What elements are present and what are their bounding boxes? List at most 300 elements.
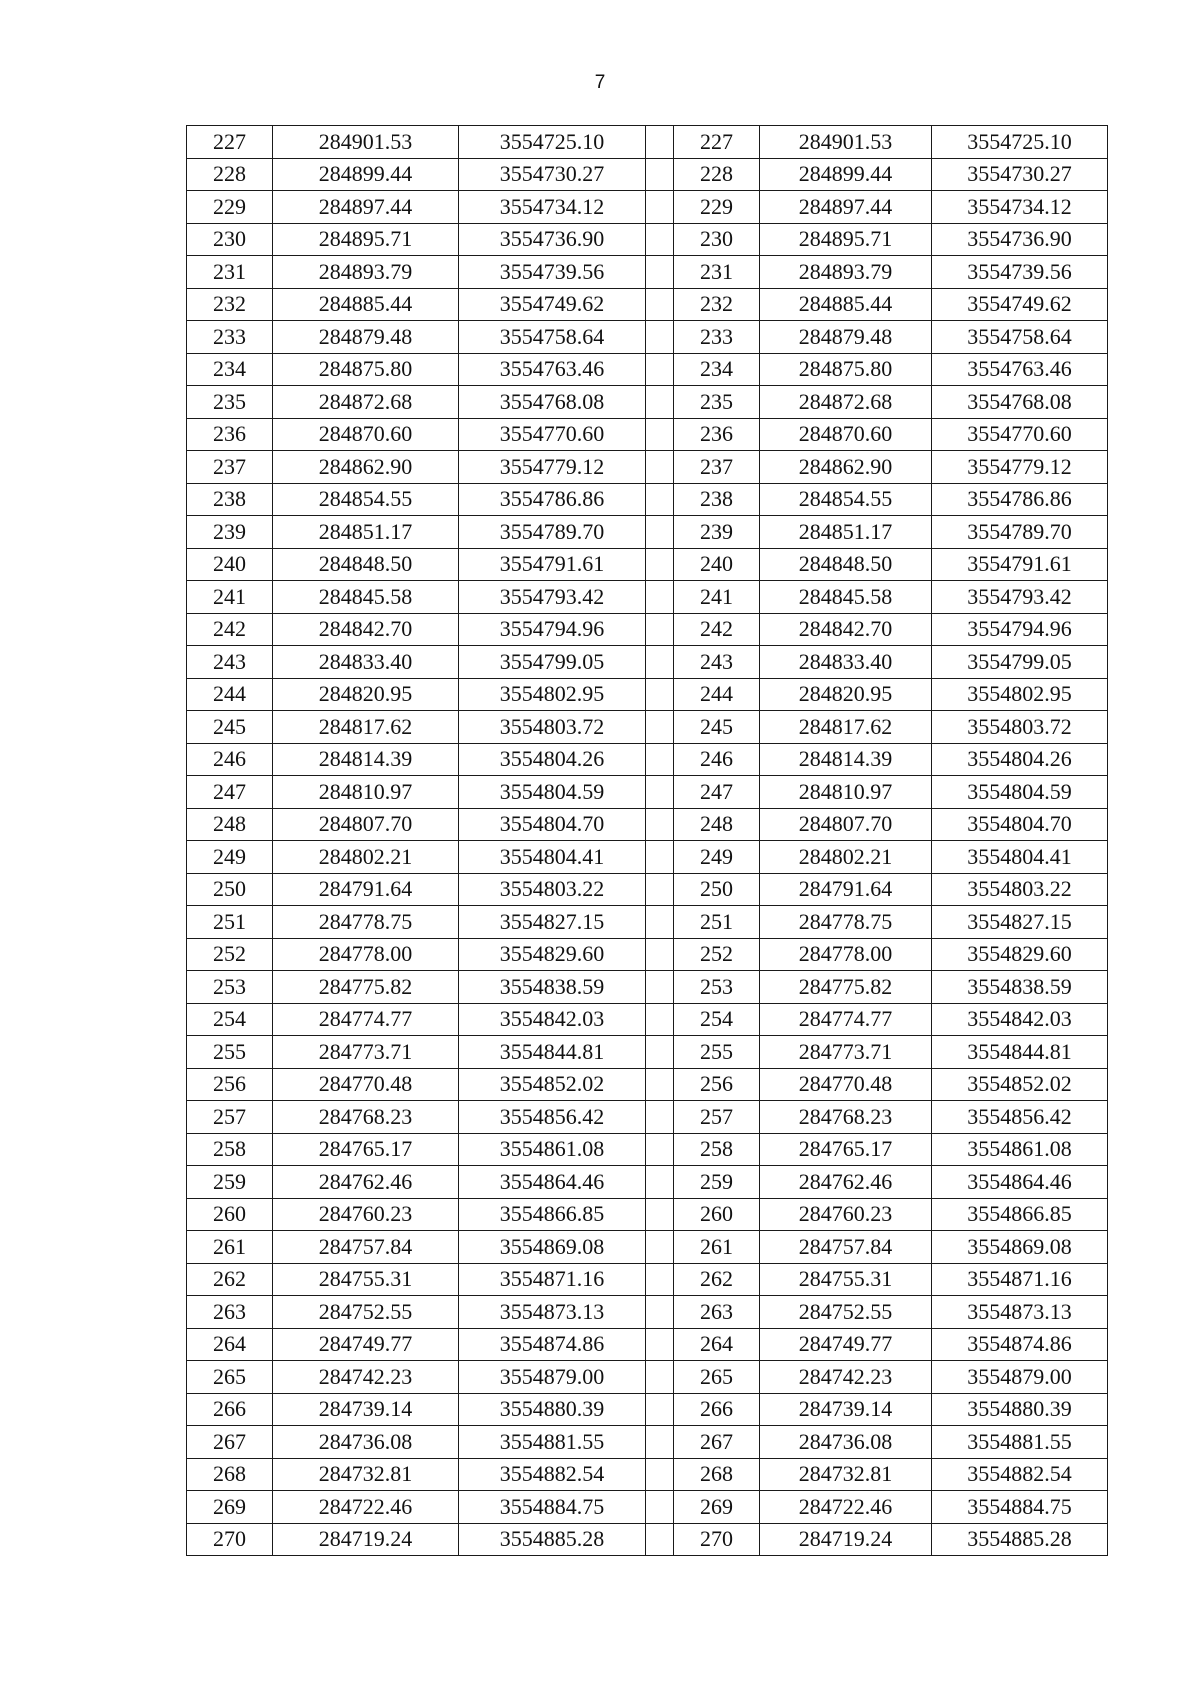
- right-point-number-cell: 259: [674, 1166, 760, 1199]
- table-row: [187, 1198, 1108, 1231]
- right-x-coordinate-cell: 284749.77: [760, 1328, 932, 1361]
- right-point-number-cell: 231: [674, 256, 760, 289]
- right-point-number-cell: 227: [674, 126, 760, 159]
- left-y-coordinate-cell: 3554739.56: [459, 256, 646, 289]
- left-x-coordinate-cell: 284719.24: [273, 1523, 459, 1556]
- table-row: [187, 1231, 1108, 1264]
- separator-cell: [646, 126, 674, 159]
- separator-cell: [646, 516, 674, 549]
- left-x-coordinate-cell: 284768.23: [273, 1101, 459, 1134]
- left-y-coordinate-cell: 3554838.59: [459, 971, 646, 1004]
- left-y-coordinate-cell: 3554794.96: [459, 613, 646, 646]
- separator-cell: [646, 678, 674, 711]
- right-point-number-cell: 256: [674, 1068, 760, 1101]
- left-y-coordinate-cell: 3554881.55: [459, 1426, 646, 1459]
- table-row: [187, 1393, 1108, 1426]
- right-y-coordinate-cell: 3554768.08: [932, 386, 1108, 419]
- table-row: [187, 646, 1108, 679]
- separator-cell: [646, 873, 674, 906]
- table-row: [187, 971, 1108, 1004]
- right-y-coordinate-cell: 3554779.12: [932, 451, 1108, 484]
- right-point-number-cell: 266: [674, 1393, 760, 1426]
- separator-cell: [646, 288, 674, 321]
- right-y-coordinate-cell: 3554804.59: [932, 776, 1108, 809]
- left-point-number-cell: 257: [187, 1101, 273, 1134]
- left-point-number-cell: 233: [187, 321, 273, 354]
- right-x-coordinate-cell: 284732.81: [760, 1458, 932, 1491]
- right-y-coordinate-cell: 3554852.02: [932, 1068, 1108, 1101]
- left-point-number-cell: 269: [187, 1491, 273, 1524]
- right-y-coordinate-cell: 3554758.64: [932, 321, 1108, 354]
- separator-cell: [646, 1328, 674, 1361]
- right-point-number-cell: 232: [674, 288, 760, 321]
- left-point-number-cell: 259: [187, 1166, 273, 1199]
- left-point-number-cell: 237: [187, 451, 273, 484]
- right-x-coordinate-cell: 284879.48: [760, 321, 932, 354]
- table-row: [187, 353, 1108, 386]
- left-x-coordinate-cell: 284833.40: [273, 646, 459, 679]
- left-y-coordinate-cell: 3554803.72: [459, 711, 646, 744]
- right-point-number-cell: 254: [674, 1003, 760, 1036]
- left-x-coordinate-cell: 284757.84: [273, 1231, 459, 1264]
- left-y-coordinate-cell: 3554873.13: [459, 1296, 646, 1329]
- left-y-coordinate-cell: 3554827.15: [459, 906, 646, 939]
- left-y-coordinate-cell: 3554763.46: [459, 353, 646, 386]
- left-y-coordinate-cell: 3554856.42: [459, 1101, 646, 1134]
- left-point-number-cell: 255: [187, 1036, 273, 1069]
- right-point-number-cell: 236: [674, 418, 760, 451]
- left-x-coordinate-cell: 284778.75: [273, 906, 459, 939]
- left-y-coordinate-cell: 3554864.46: [459, 1166, 646, 1199]
- right-x-coordinate-cell: 284833.40: [760, 646, 932, 679]
- separator-cell: [646, 743, 674, 776]
- right-point-number-cell: 263: [674, 1296, 760, 1329]
- right-x-coordinate-cell: 284742.23: [760, 1361, 932, 1394]
- separator-cell: [646, 906, 674, 939]
- left-point-number-cell: 264: [187, 1328, 273, 1361]
- separator-cell: [646, 483, 674, 516]
- right-point-number-cell: 230: [674, 223, 760, 256]
- right-y-coordinate-cell: 3554736.90: [932, 223, 1108, 256]
- right-point-number-cell: 268: [674, 1458, 760, 1491]
- right-x-coordinate-cell: 284893.79: [760, 256, 932, 289]
- left-x-coordinate-cell: 284872.68: [273, 386, 459, 419]
- right-point-number-cell: 242: [674, 613, 760, 646]
- left-x-coordinate-cell: 284749.77: [273, 1328, 459, 1361]
- right-point-number-cell: 247: [674, 776, 760, 809]
- left-x-coordinate-cell: 284820.95: [273, 678, 459, 711]
- right-y-coordinate-cell: 3554789.70: [932, 516, 1108, 549]
- right-y-coordinate-cell: 3554804.41: [932, 841, 1108, 874]
- right-x-coordinate-cell: 284752.55: [760, 1296, 932, 1329]
- separator-cell: [646, 321, 674, 354]
- right-point-number-cell: 252: [674, 938, 760, 971]
- right-y-coordinate-cell: 3554804.26: [932, 743, 1108, 776]
- separator-cell: [646, 711, 674, 744]
- left-y-coordinate-cell: 3554725.10: [459, 126, 646, 159]
- table-row: [187, 1328, 1108, 1361]
- separator-cell: [646, 971, 674, 1004]
- right-point-number-cell: 250: [674, 873, 760, 906]
- right-x-coordinate-cell: 284778.75: [760, 906, 932, 939]
- left-y-coordinate-cell: 3554861.08: [459, 1133, 646, 1166]
- right-x-coordinate-cell: 284719.24: [760, 1523, 932, 1556]
- left-x-coordinate-cell: 284862.90: [273, 451, 459, 484]
- left-x-coordinate-cell: 284802.21: [273, 841, 459, 874]
- left-y-coordinate-cell: 3554880.39: [459, 1393, 646, 1426]
- separator-cell: [646, 223, 674, 256]
- left-point-number-cell: 236: [187, 418, 273, 451]
- left-x-coordinate-cell: 284760.23: [273, 1198, 459, 1231]
- left-point-number-cell: 240: [187, 548, 273, 581]
- left-point-number-cell: 266: [187, 1393, 273, 1426]
- right-x-coordinate-cell: 284895.71: [760, 223, 932, 256]
- right-point-number-cell: 258: [674, 1133, 760, 1166]
- table-row: [187, 548, 1108, 581]
- left-x-coordinate-cell: 284899.44: [273, 158, 459, 191]
- separator-cell: [646, 418, 674, 451]
- right-point-number-cell: 244: [674, 678, 760, 711]
- right-x-coordinate-cell: 284814.39: [760, 743, 932, 776]
- left-y-coordinate-cell: 3554829.60: [459, 938, 646, 971]
- left-x-coordinate-cell: 284848.50: [273, 548, 459, 581]
- right-y-coordinate-cell: 3554880.39: [932, 1393, 1108, 1426]
- right-y-coordinate-cell: 3554879.00: [932, 1361, 1108, 1394]
- table-body: [187, 126, 1108, 1556]
- right-point-number-cell: 235: [674, 386, 760, 419]
- table-row: [187, 776, 1108, 809]
- separator-cell: [646, 1296, 674, 1329]
- table-row: [187, 613, 1108, 646]
- table-row: [187, 1036, 1108, 1069]
- left-point-number-cell: 231: [187, 256, 273, 289]
- right-y-coordinate-cell: 3554734.12: [932, 191, 1108, 224]
- right-y-coordinate-cell: 3554786.86: [932, 483, 1108, 516]
- left-point-number-cell: 229: [187, 191, 273, 224]
- left-x-coordinate-cell: 284879.48: [273, 321, 459, 354]
- left-x-coordinate-cell: 284842.70: [273, 613, 459, 646]
- left-point-number-cell: 258: [187, 1133, 273, 1166]
- left-x-coordinate-cell: 284791.64: [273, 873, 459, 906]
- right-y-coordinate-cell: 3554874.86: [932, 1328, 1108, 1361]
- left-x-coordinate-cell: 284810.97: [273, 776, 459, 809]
- right-y-coordinate-cell: 3554885.28: [932, 1523, 1108, 1556]
- page-number: 7: [594, 72, 606, 93]
- left-y-coordinate-cell: 3554730.27: [459, 158, 646, 191]
- left-y-coordinate-cell: 3554874.86: [459, 1328, 646, 1361]
- right-y-coordinate-cell: 3554871.16: [932, 1263, 1108, 1296]
- left-point-number-cell: 267: [187, 1426, 273, 1459]
- left-point-number-cell: 256: [187, 1068, 273, 1101]
- table-row: [187, 516, 1108, 549]
- right-x-coordinate-cell: 284755.31: [760, 1263, 932, 1296]
- table-row: [187, 678, 1108, 711]
- table-row: [187, 1458, 1108, 1491]
- right-y-coordinate-cell: 3554730.27: [932, 158, 1108, 191]
- table-row: [187, 1263, 1108, 1296]
- table-row: [187, 743, 1108, 776]
- left-y-coordinate-cell: 3554871.16: [459, 1263, 646, 1296]
- right-point-number-cell: 269: [674, 1491, 760, 1524]
- separator-cell: [646, 353, 674, 386]
- separator-cell: [646, 1458, 674, 1491]
- right-x-coordinate-cell: 284885.44: [760, 288, 932, 321]
- right-y-coordinate-cell: 3554864.46: [932, 1166, 1108, 1199]
- right-x-coordinate-cell: 284870.60: [760, 418, 932, 451]
- separator-cell: [646, 1003, 674, 1036]
- left-y-coordinate-cell: 3554799.05: [459, 646, 646, 679]
- left-point-number-cell: 263: [187, 1296, 273, 1329]
- table-row: [187, 158, 1108, 191]
- right-point-number-cell: 265: [674, 1361, 760, 1394]
- separator-cell: [646, 1426, 674, 1459]
- right-x-coordinate-cell: 284773.71: [760, 1036, 932, 1069]
- right-y-coordinate-cell: 3554881.55: [932, 1426, 1108, 1459]
- right-y-coordinate-cell: 3554869.08: [932, 1231, 1108, 1264]
- left-point-number-cell: 228: [187, 158, 273, 191]
- right-y-coordinate-cell: 3554791.61: [932, 548, 1108, 581]
- table-row: [187, 841, 1108, 874]
- left-x-coordinate-cell: 284875.80: [273, 353, 459, 386]
- right-y-coordinate-cell: 3554799.05: [932, 646, 1108, 679]
- right-point-number-cell: 253: [674, 971, 760, 1004]
- right-y-coordinate-cell: 3554803.72: [932, 711, 1108, 744]
- table-row: [187, 1426, 1108, 1459]
- table-row: [187, 938, 1108, 971]
- left-point-number-cell: 250: [187, 873, 273, 906]
- left-point-number-cell: 248: [187, 808, 273, 841]
- right-x-coordinate-cell: 284842.70: [760, 613, 932, 646]
- right-point-number-cell: 245: [674, 711, 760, 744]
- left-y-coordinate-cell: 3554768.08: [459, 386, 646, 419]
- right-x-coordinate-cell: 284854.55: [760, 483, 932, 516]
- right-y-coordinate-cell: 3554793.42: [932, 581, 1108, 614]
- right-y-coordinate-cell: 3554803.22: [932, 873, 1108, 906]
- right-x-coordinate-cell: 284862.90: [760, 451, 932, 484]
- left-point-number-cell: 247: [187, 776, 273, 809]
- left-point-number-cell: 261: [187, 1231, 273, 1264]
- right-y-coordinate-cell: 3554763.46: [932, 353, 1108, 386]
- left-point-number-cell: 246: [187, 743, 273, 776]
- table-row: [187, 1296, 1108, 1329]
- left-y-coordinate-cell: 3554736.90: [459, 223, 646, 256]
- separator-cell: [646, 1036, 674, 1069]
- right-x-coordinate-cell: 284897.44: [760, 191, 932, 224]
- right-x-coordinate-cell: 284899.44: [760, 158, 932, 191]
- table-row: [187, 1101, 1108, 1134]
- separator-cell: [646, 1198, 674, 1231]
- table-row: [187, 1068, 1108, 1101]
- left-x-coordinate-cell: 284807.70: [273, 808, 459, 841]
- separator-cell: [646, 1231, 674, 1264]
- separator-cell: [646, 1133, 674, 1166]
- separator-cell: [646, 1361, 674, 1394]
- right-point-number-cell: 238: [674, 483, 760, 516]
- table-row: [187, 288, 1108, 321]
- left-point-number-cell: 238: [187, 483, 273, 516]
- left-x-coordinate-cell: 284774.77: [273, 1003, 459, 1036]
- table-row: [187, 1166, 1108, 1199]
- separator-cell: [646, 646, 674, 679]
- right-x-coordinate-cell: 284778.00: [760, 938, 932, 971]
- left-x-coordinate-cell: 284739.14: [273, 1393, 459, 1426]
- separator-cell: [646, 256, 674, 289]
- left-point-number-cell: 251: [187, 906, 273, 939]
- separator-cell: [646, 386, 674, 419]
- right-point-number-cell: 270: [674, 1523, 760, 1556]
- right-x-coordinate-cell: 284768.23: [760, 1101, 932, 1134]
- table-row: [187, 191, 1108, 224]
- right-point-number-cell: 228: [674, 158, 760, 191]
- left-y-coordinate-cell: 3554786.86: [459, 483, 646, 516]
- right-x-coordinate-cell: 284775.82: [760, 971, 932, 1004]
- left-x-coordinate-cell: 284895.71: [273, 223, 459, 256]
- separator-cell: [646, 1523, 674, 1556]
- separator-cell: [646, 581, 674, 614]
- separator-cell: [646, 451, 674, 484]
- right-y-coordinate-cell: 3554884.75: [932, 1491, 1108, 1524]
- separator-cell: [646, 938, 674, 971]
- separator-cell: [646, 1491, 674, 1524]
- table-row: [187, 321, 1108, 354]
- left-y-coordinate-cell: 3554852.02: [459, 1068, 646, 1101]
- right-x-coordinate-cell: 284762.46: [760, 1166, 932, 1199]
- left-point-number-cell: 234: [187, 353, 273, 386]
- right-x-coordinate-cell: 284774.77: [760, 1003, 932, 1036]
- right-x-coordinate-cell: 284807.70: [760, 808, 932, 841]
- left-x-coordinate-cell: 284770.48: [273, 1068, 459, 1101]
- left-x-coordinate-cell: 284817.62: [273, 711, 459, 744]
- table-row: [187, 906, 1108, 939]
- left-x-coordinate-cell: 284722.46: [273, 1491, 459, 1524]
- left-x-coordinate-cell: 284885.44: [273, 288, 459, 321]
- table-row: [187, 1133, 1108, 1166]
- right-x-coordinate-cell: 284757.84: [760, 1231, 932, 1264]
- left-x-coordinate-cell: 284901.53: [273, 126, 459, 159]
- left-point-number-cell: 249: [187, 841, 273, 874]
- left-y-coordinate-cell: 3554869.08: [459, 1231, 646, 1264]
- separator-cell: [646, 1166, 674, 1199]
- left-point-number-cell: 265: [187, 1361, 273, 1394]
- left-y-coordinate-cell: 3554804.59: [459, 776, 646, 809]
- left-y-coordinate-cell: 3554793.42: [459, 581, 646, 614]
- left-x-coordinate-cell: 284814.39: [273, 743, 459, 776]
- table-row: [187, 1003, 1108, 1036]
- left-y-coordinate-cell: 3554842.03: [459, 1003, 646, 1036]
- separator-cell: [646, 191, 674, 224]
- left-y-coordinate-cell: 3554882.54: [459, 1458, 646, 1491]
- right-x-coordinate-cell: 284872.68: [760, 386, 932, 419]
- right-x-coordinate-cell: 284770.48: [760, 1068, 932, 1101]
- left-y-coordinate-cell: 3554804.26: [459, 743, 646, 776]
- right-x-coordinate-cell: 284802.21: [760, 841, 932, 874]
- left-y-coordinate-cell: 3554758.64: [459, 321, 646, 354]
- right-point-number-cell: 233: [674, 321, 760, 354]
- right-point-number-cell: 237: [674, 451, 760, 484]
- table-row: [187, 1361, 1108, 1394]
- table-row: [187, 483, 1108, 516]
- right-x-coordinate-cell: 284722.46: [760, 1491, 932, 1524]
- separator-cell: [646, 613, 674, 646]
- table-row: [187, 1491, 1108, 1524]
- left-x-coordinate-cell: 284845.58: [273, 581, 459, 614]
- right-y-coordinate-cell: 3554829.60: [932, 938, 1108, 971]
- right-y-coordinate-cell: 3554866.85: [932, 1198, 1108, 1231]
- left-y-coordinate-cell: 3554791.61: [459, 548, 646, 581]
- left-x-coordinate-cell: 284752.55: [273, 1296, 459, 1329]
- right-y-coordinate-cell: 3554827.15: [932, 906, 1108, 939]
- right-x-coordinate-cell: 284739.14: [760, 1393, 932, 1426]
- left-x-coordinate-cell: 284762.46: [273, 1166, 459, 1199]
- right-point-number-cell: 257: [674, 1101, 760, 1134]
- right-y-coordinate-cell: 3554802.95: [932, 678, 1108, 711]
- right-x-coordinate-cell: 284736.08: [760, 1426, 932, 1459]
- left-x-coordinate-cell: 284775.82: [273, 971, 459, 1004]
- right-y-coordinate-cell: 3554804.70: [932, 808, 1108, 841]
- left-x-coordinate-cell: 284765.17: [273, 1133, 459, 1166]
- left-point-number-cell: 254: [187, 1003, 273, 1036]
- right-point-number-cell: 267: [674, 1426, 760, 1459]
- left-point-number-cell: 262: [187, 1263, 273, 1296]
- left-x-coordinate-cell: 284736.08: [273, 1426, 459, 1459]
- right-point-number-cell: 255: [674, 1036, 760, 1069]
- table-row: [187, 581, 1108, 614]
- table-row: [187, 386, 1108, 419]
- left-y-coordinate-cell: 3554885.28: [459, 1523, 646, 1556]
- right-x-coordinate-cell: 284760.23: [760, 1198, 932, 1231]
- table-row: [187, 126, 1108, 159]
- left-point-number-cell: 227: [187, 126, 273, 159]
- left-x-coordinate-cell: 284893.79: [273, 256, 459, 289]
- table-row: [187, 711, 1108, 744]
- right-point-number-cell: 240: [674, 548, 760, 581]
- right-point-number-cell: 241: [674, 581, 760, 614]
- right-x-coordinate-cell: 284848.50: [760, 548, 932, 581]
- left-y-coordinate-cell: 3554804.70: [459, 808, 646, 841]
- left-y-coordinate-cell: 3554844.81: [459, 1036, 646, 1069]
- right-point-number-cell: 251: [674, 906, 760, 939]
- coordinates-table: [186, 125, 1108, 1556]
- separator-cell: [646, 808, 674, 841]
- left-x-coordinate-cell: 284870.60: [273, 418, 459, 451]
- right-y-coordinate-cell: 3554882.54: [932, 1458, 1108, 1491]
- right-point-number-cell: 229: [674, 191, 760, 224]
- table-row: [187, 808, 1108, 841]
- left-y-coordinate-cell: 3554734.12: [459, 191, 646, 224]
- left-y-coordinate-cell: 3554804.41: [459, 841, 646, 874]
- right-y-coordinate-cell: 3554770.60: [932, 418, 1108, 451]
- right-y-coordinate-cell: 3554873.13: [932, 1296, 1108, 1329]
- right-point-number-cell: 249: [674, 841, 760, 874]
- left-x-coordinate-cell: 284742.23: [273, 1361, 459, 1394]
- right-point-number-cell: 239: [674, 516, 760, 549]
- left-point-number-cell: 243: [187, 646, 273, 679]
- separator-cell: [646, 548, 674, 581]
- right-y-coordinate-cell: 3554725.10: [932, 126, 1108, 159]
- right-x-coordinate-cell: 284791.64: [760, 873, 932, 906]
- table-row: [187, 873, 1108, 906]
- left-x-coordinate-cell: 284755.31: [273, 1263, 459, 1296]
- left-point-number-cell: 230: [187, 223, 273, 256]
- left-point-number-cell: 245: [187, 711, 273, 744]
- separator-cell: [646, 1263, 674, 1296]
- right-point-number-cell: 248: [674, 808, 760, 841]
- left-point-number-cell: 260: [187, 1198, 273, 1231]
- right-x-coordinate-cell: 284901.53: [760, 126, 932, 159]
- separator-cell: [646, 1068, 674, 1101]
- left-point-number-cell: 270: [187, 1523, 273, 1556]
- left-point-number-cell: 235: [187, 386, 273, 419]
